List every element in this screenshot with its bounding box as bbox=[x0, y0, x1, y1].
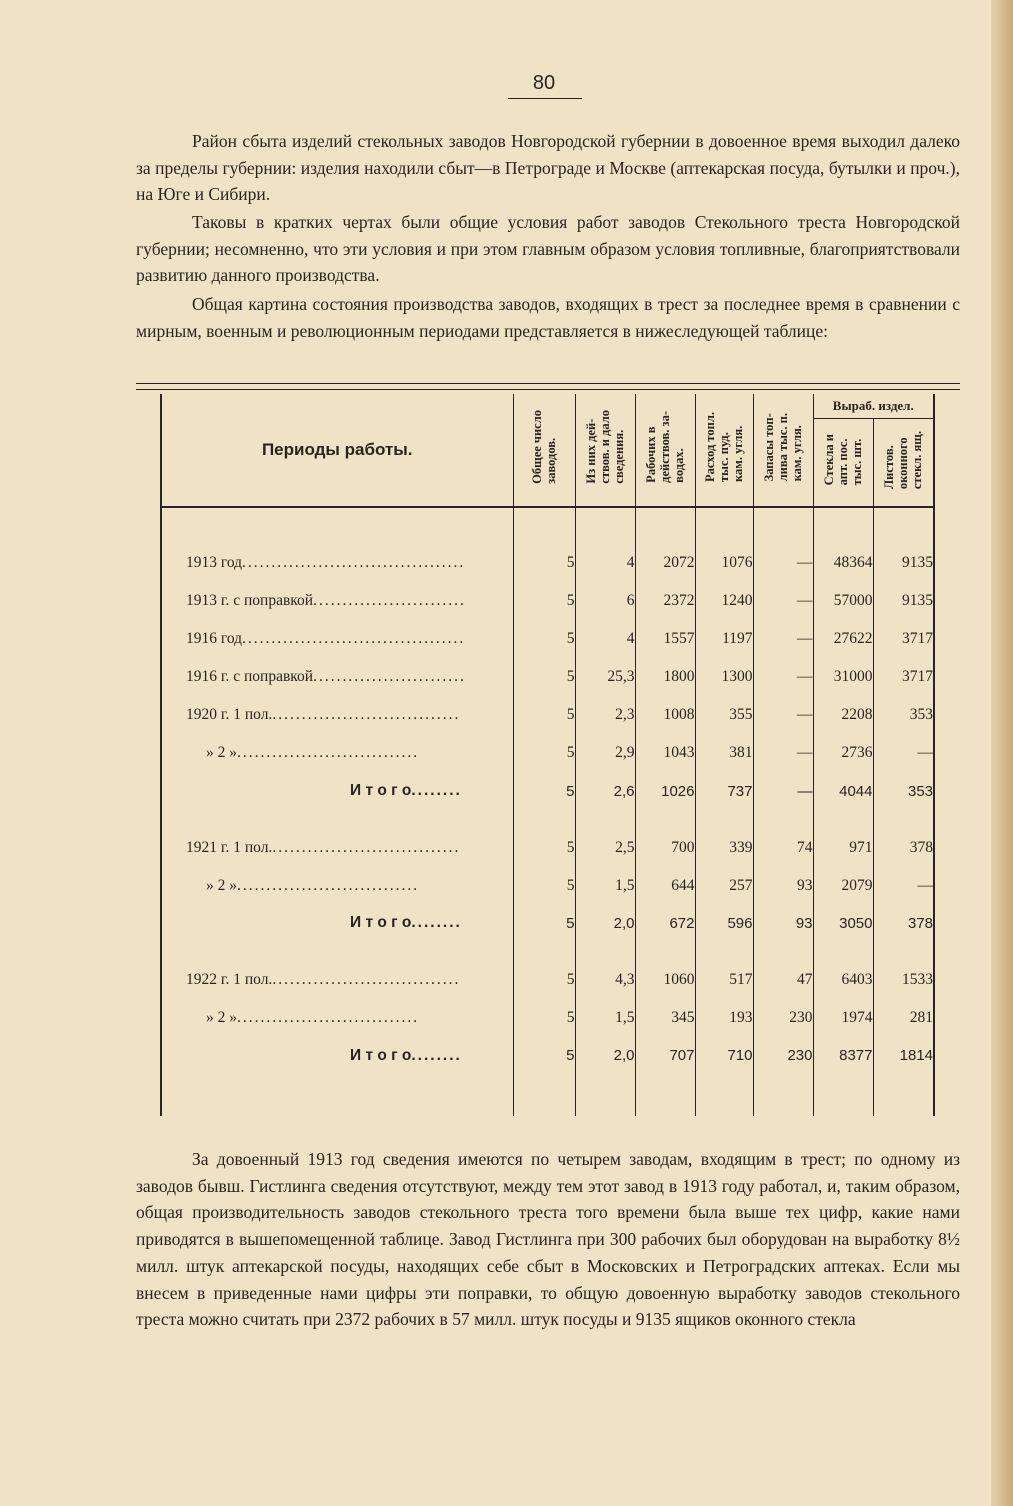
cell-total: 5 bbox=[513, 734, 575, 772]
cell-workers: 644 bbox=[635, 867, 695, 905]
period-text: И т о г о bbox=[350, 1046, 412, 1064]
table-spacer-row bbox=[161, 1075, 934, 1116]
period-text: 1916 год bbox=[186, 630, 243, 648]
leader-dots: ................................ bbox=[272, 706, 461, 724]
leader-dots: ........ bbox=[411, 1046, 462, 1064]
table-row bbox=[161, 582, 934, 620]
row-period-label bbox=[161, 905, 513, 943]
cell-sheets: 378 bbox=[873, 905, 934, 943]
header-periods-label: Периоды работы. bbox=[261, 439, 413, 459]
cell-sheets: — bbox=[873, 734, 934, 772]
table-row bbox=[161, 544, 934, 582]
cell-fuel-use: 710 bbox=[695, 1037, 753, 1075]
cell-reporting: 4 bbox=[575, 544, 635, 582]
leader-dots: ............................... bbox=[237, 876, 420, 894]
cell-glass: 48364 bbox=[813, 544, 873, 582]
leader-dots: .......................... bbox=[313, 668, 466, 686]
cell-reporting: 1,5 bbox=[575, 867, 635, 905]
cell-fuel-stock: — bbox=[753, 620, 813, 658]
cell-workers: 1026 bbox=[635, 772, 695, 810]
row-period-label bbox=[161, 582, 513, 620]
cell-fuel-stock: 74 bbox=[753, 829, 813, 867]
cell-workers: 1060 bbox=[635, 961, 695, 999]
cell-sheets: 3717 bbox=[873, 620, 934, 658]
table-top-rule bbox=[136, 383, 960, 384]
cell-glass: 971 bbox=[813, 829, 873, 867]
row-period-label bbox=[161, 999, 513, 1037]
table-total-row bbox=[161, 772, 934, 810]
cell-fuel-stock: — bbox=[753, 658, 813, 696]
row-period-label bbox=[161, 772, 513, 810]
cell-reporting: 2,6 bbox=[575, 772, 635, 810]
cell-workers: 707 bbox=[635, 1037, 695, 1075]
cell-fuel-use: 1300 bbox=[695, 658, 753, 696]
table-row bbox=[161, 658, 934, 696]
cell-total: 5 bbox=[513, 905, 575, 943]
period-text: 1916 г. с поправкой bbox=[186, 668, 314, 686]
cell-glass: 4044 bbox=[813, 772, 873, 810]
paragraph-notes: За довоенный 1913 год сведения имеются по четырем заводам, входящим в трест; по одному из заводов бывш. Гистлинга сведения отсутствуют, между тем этот завод в 1913 году работал, и, таким образом, общая производительность заводов стекольного треста того времени была выше тех цифр, какие нами приводятся в вышепомещенной таблице. Завод Гистлинга при 300 рабочих был оборудован на выработку 8½ милл. штук аптекарской посуды, находящих себе сбыт в Московских и Петроградских аптеках. Если мы внесем в приведенные нами цифры эти поправки, то общую довоенную выработку заводов стекольного треста можно считать при 2372 рабочих в 57 милл. штук посуды и 9135 ящиков оконного стекла bbox=[136, 1149, 960, 1330]
period-text: И т о г о bbox=[350, 914, 412, 932]
row-period-label bbox=[161, 734, 513, 772]
cell-total: 5 bbox=[513, 696, 575, 734]
table-row bbox=[161, 829, 934, 867]
cell-fuel-use: 1240 bbox=[695, 582, 753, 620]
cell-fuel-stock: — bbox=[753, 544, 813, 582]
table-row bbox=[161, 867, 934, 905]
cell-fuel-use: 381 bbox=[695, 734, 753, 772]
table-row bbox=[161, 961, 934, 999]
cell-sheets: 9135 bbox=[873, 544, 934, 582]
cell-total: 5 bbox=[513, 961, 575, 999]
leader-dots: ........ bbox=[411, 782, 462, 800]
cell-total: 5 bbox=[513, 582, 575, 620]
header-output-group: Выраб. издел. bbox=[813, 394, 934, 419]
header-reporting: Из них дей- ствов. и дало сведения. bbox=[575, 394, 635, 507]
cell-reporting: 2,9 bbox=[575, 734, 635, 772]
leader-dots: ............................... bbox=[237, 744, 420, 762]
cell-reporting: 2,0 bbox=[575, 905, 635, 943]
cell-glass: 2079 bbox=[813, 867, 873, 905]
cell-workers: 700 bbox=[635, 829, 695, 867]
header-workers: Рабочих в действов. за- водах. bbox=[635, 394, 695, 507]
cell-total: 5 bbox=[513, 1037, 575, 1075]
period-text: » 2 » bbox=[206, 876, 237, 894]
cell-glass: 8377 bbox=[813, 1037, 873, 1075]
cell-fuel-stock: — bbox=[753, 696, 813, 734]
cell-total: 5 bbox=[513, 867, 575, 905]
cell-workers: 345 bbox=[635, 999, 695, 1037]
cell-workers: 1043 bbox=[635, 734, 695, 772]
header-fuel-stock: Запасы топ- лива тыс. п. кам. угля. bbox=[753, 394, 813, 507]
cell-sheets: 353 bbox=[873, 696, 934, 734]
paragraph-table-intro: Общая картина состояния производства заводов, входящих в трест за последнее время в сравнении с мирным, военным и революционным периодами представляется в нижеследующей таблице: bbox=[136, 294, 960, 341]
cell-total: 5 bbox=[513, 658, 575, 696]
cell-glass: 2736 bbox=[813, 734, 873, 772]
cell-sheets: 378 bbox=[873, 829, 934, 867]
header-fuel-use: Расход топл. тыс. пуд. кам. угля. bbox=[695, 394, 753, 507]
leader-dots: .......................... bbox=[313, 592, 466, 610]
row-period-label bbox=[161, 658, 513, 696]
table-row bbox=[161, 999, 934, 1037]
cell-workers: 2372 bbox=[635, 582, 695, 620]
cell-sheets: 1533 bbox=[873, 961, 934, 999]
table-body bbox=[161, 507, 934, 1117]
cell-fuel-use: 517 bbox=[695, 961, 753, 999]
cell-glass: 57000 bbox=[813, 582, 873, 620]
cell-sheets: — bbox=[873, 867, 934, 905]
cell-glass: 27622 bbox=[813, 620, 873, 658]
cell-fuel-stock: 93 bbox=[753, 905, 813, 943]
row-period-label bbox=[161, 961, 513, 999]
cell-total: 5 bbox=[513, 620, 575, 658]
table-spacer-row bbox=[161, 810, 934, 828]
period-text: 1922 г. 1 пол. bbox=[186, 970, 273, 988]
row-period-label bbox=[161, 1037, 513, 1075]
paragraph-sales-area: Район сбыта изделий стекольных заводов Новгородской губернии в довоенное время выходил далеко за пределы губернии: изделия находили сбыт—в Петрограде и Москве (аптекарская посуда, бутылки и проч.), на Юге и Сибири. bbox=[136, 131, 960, 204]
cell-sheets: 1814 bbox=[873, 1037, 934, 1075]
period-text: 1913 г. с поправкой bbox=[186, 592, 314, 610]
cell-reporting: 4,3 bbox=[575, 961, 635, 999]
leader-dots: ...................................... bbox=[242, 554, 466, 572]
row-period-label bbox=[161, 544, 513, 582]
header-glass: Стекла и апт. пос. тыс. шт. bbox=[813, 419, 873, 507]
period-text: 1920 г. 1 пол. bbox=[186, 706, 273, 724]
cell-fuel-use: 737 bbox=[695, 772, 753, 810]
cell-fuel-use: 257 bbox=[695, 867, 753, 905]
cell-sheets: 281 bbox=[873, 999, 934, 1037]
cell-fuel-use: 1076 bbox=[695, 544, 753, 582]
cell-sheets: 353 bbox=[873, 772, 934, 810]
cell-reporting: 2,3 bbox=[575, 696, 635, 734]
cell-reporting: 2,0 bbox=[575, 1037, 635, 1075]
cell-workers: 2072 bbox=[635, 544, 695, 582]
row-period-label bbox=[161, 620, 513, 658]
cell-fuel-use: 339 bbox=[695, 829, 753, 867]
table-top-rule-second bbox=[136, 389, 960, 390]
cell-reporting: 25,3 bbox=[575, 658, 635, 696]
page-number-underline bbox=[508, 98, 582, 99]
cell-fuel-use: 193 bbox=[695, 999, 753, 1037]
table-row bbox=[161, 620, 934, 658]
cell-workers: 672 bbox=[635, 905, 695, 943]
header-periods bbox=[161, 394, 513, 507]
cell-fuel-stock: — bbox=[753, 772, 813, 810]
row-period-label bbox=[161, 696, 513, 734]
cell-total: 5 bbox=[513, 544, 575, 582]
cell-sheets: 3717 bbox=[873, 658, 934, 696]
header-total-plants: Общее число заводов. bbox=[513, 394, 575, 507]
period-text: » 2 » bbox=[206, 1008, 237, 1026]
cell-glass: 1974 bbox=[813, 999, 873, 1037]
cell-total: 5 bbox=[513, 999, 575, 1037]
period-text: И т о г о bbox=[350, 782, 412, 800]
row-period-label bbox=[161, 867, 513, 905]
cell-fuel-stock: — bbox=[753, 582, 813, 620]
period-text: » 2 » bbox=[206, 744, 237, 762]
page-edge bbox=[991, 0, 1013, 1506]
table-spacer-row bbox=[161, 942, 934, 960]
table-total-row bbox=[161, 1037, 934, 1075]
header-sheets: Листов. оконного стекл. ящ. bbox=[873, 419, 934, 507]
cell-workers: 1008 bbox=[635, 696, 695, 734]
cell-glass: 31000 bbox=[813, 658, 873, 696]
page-number: 80 bbox=[532, 72, 556, 94]
cell-total: 5 bbox=[513, 772, 575, 810]
cell-sheets: 9135 bbox=[873, 582, 934, 620]
cell-total: 5 bbox=[513, 829, 575, 867]
cell-reporting: 4 bbox=[575, 620, 635, 658]
cell-fuel-stock: 47 bbox=[753, 961, 813, 999]
cell-fuel-stock: — bbox=[753, 734, 813, 772]
cell-fuel-use: 1197 bbox=[695, 620, 753, 658]
cell-fuel-stock: 230 bbox=[753, 999, 813, 1037]
cell-reporting: 6 bbox=[575, 582, 635, 620]
table-row bbox=[161, 696, 934, 734]
cell-fuel-use: 596 bbox=[695, 905, 753, 943]
leader-dots: ............................... bbox=[237, 1008, 420, 1026]
production-table bbox=[160, 394, 935, 1116]
cell-fuel-stock: 230 bbox=[753, 1037, 813, 1075]
leader-dots: ................................ bbox=[272, 838, 461, 856]
paragraph-conditions: Таковы в кратких чертах были общие условия работ заводов Стекольного треста Новгородской губернии; несомненно, что эти условия и при этом главным образом условия топливные, благоприятствовали развитию данного производства. bbox=[136, 212, 960, 285]
cell-glass: 6403 bbox=[813, 961, 873, 999]
cell-fuel-stock: 93 bbox=[753, 867, 813, 905]
period-text: 1913 год bbox=[186, 554, 243, 572]
leader-dots: ................................ bbox=[272, 970, 461, 988]
cell-reporting: 2,5 bbox=[575, 829, 635, 867]
row-period-label bbox=[161, 829, 513, 867]
table-total-row bbox=[161, 905, 934, 943]
table-row bbox=[161, 734, 934, 772]
cell-glass: 3050 bbox=[813, 905, 873, 943]
cell-fuel-use: 355 bbox=[695, 696, 753, 734]
table-spacer-row bbox=[161, 507, 934, 545]
period-text: 1921 г. 1 пол. bbox=[186, 838, 273, 856]
cell-reporting: 1,5 bbox=[575, 999, 635, 1037]
leader-dots: ........ bbox=[411, 914, 462, 932]
cell-workers: 1557 bbox=[635, 620, 695, 658]
leader-dots: ...................................... bbox=[242, 630, 466, 648]
cell-workers: 1800 bbox=[635, 658, 695, 696]
cell-glass: 2208 bbox=[813, 696, 873, 734]
